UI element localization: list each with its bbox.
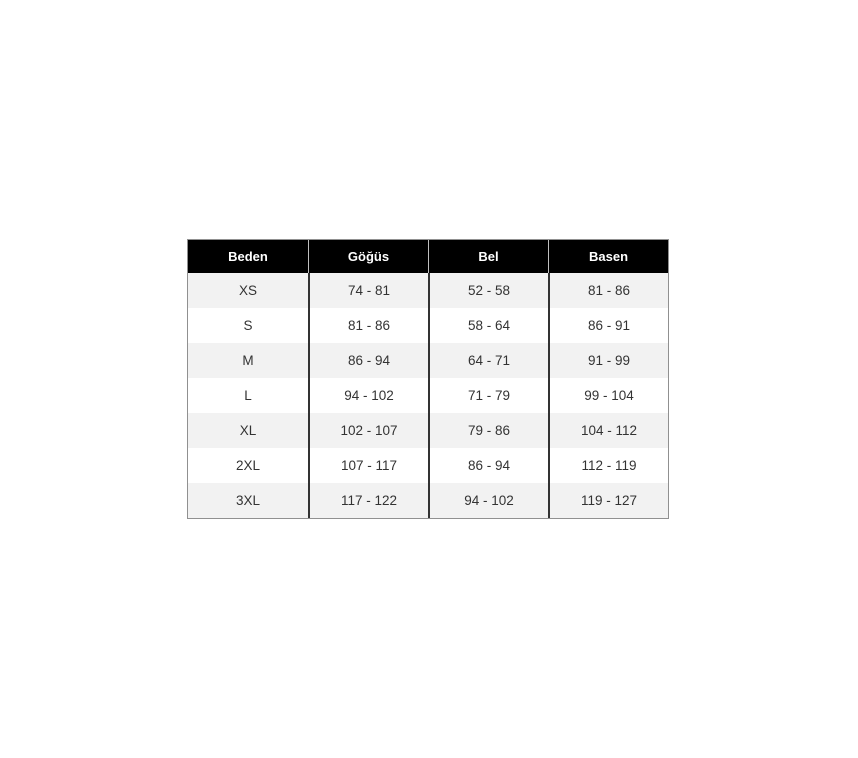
table-row xyxy=(188,448,668,483)
table-row xyxy=(188,413,668,448)
size-cell: S xyxy=(188,308,308,343)
header-cell-size: Beden xyxy=(188,240,308,273)
chest-cell: 81 - 86 xyxy=(308,308,428,343)
size-chart-table xyxy=(188,240,668,518)
waist-cell: 52 - 58 xyxy=(428,273,548,308)
chest-cell: 102 - 107 xyxy=(308,413,428,448)
table-row xyxy=(188,378,668,413)
size-cell: L xyxy=(188,378,308,413)
table-row xyxy=(188,273,668,308)
hips-cell: 119 - 127 xyxy=(548,483,668,518)
hips-cell: 81 - 86 xyxy=(548,273,668,308)
table-row xyxy=(188,483,668,518)
size-cell: XS xyxy=(188,273,308,308)
header-cell-chest: Göğüs xyxy=(308,240,428,273)
header-row xyxy=(188,240,668,273)
size-chart-header xyxy=(188,240,668,273)
hips-cell: 91 - 99 xyxy=(548,343,668,378)
chest-cell: 107 - 117 xyxy=(308,448,428,483)
chest-cell: 74 - 81 xyxy=(308,273,428,308)
chest-cell: 117 - 122 xyxy=(308,483,428,518)
chest-cell: 94 - 102 xyxy=(308,378,428,413)
hips-cell: 112 - 119 xyxy=(548,448,668,483)
size-chart-body xyxy=(188,273,668,518)
size-cell: M xyxy=(188,343,308,378)
size-chart xyxy=(187,239,669,519)
table-row xyxy=(188,308,668,343)
size-cell: 2XL xyxy=(188,448,308,483)
waist-cell: 86 - 94 xyxy=(428,448,548,483)
hips-cell: 86 - 91 xyxy=(548,308,668,343)
hips-cell: 99 - 104 xyxy=(548,378,668,413)
waist-cell: 58 - 64 xyxy=(428,308,548,343)
chest-cell: 86 - 94 xyxy=(308,343,428,378)
waist-cell: 94 - 102 xyxy=(428,483,548,518)
header-cell-waist: Bel xyxy=(428,240,548,273)
size-cell: 3XL xyxy=(188,483,308,518)
waist-cell: 71 - 79 xyxy=(428,378,548,413)
size-cell: XL xyxy=(188,413,308,448)
hips-cell: 104 - 112 xyxy=(548,413,668,448)
table-row xyxy=(188,343,668,378)
waist-cell: 79 - 86 xyxy=(428,413,548,448)
header-cell-hips: Basen xyxy=(548,240,668,273)
waist-cell: 64 - 71 xyxy=(428,343,548,378)
